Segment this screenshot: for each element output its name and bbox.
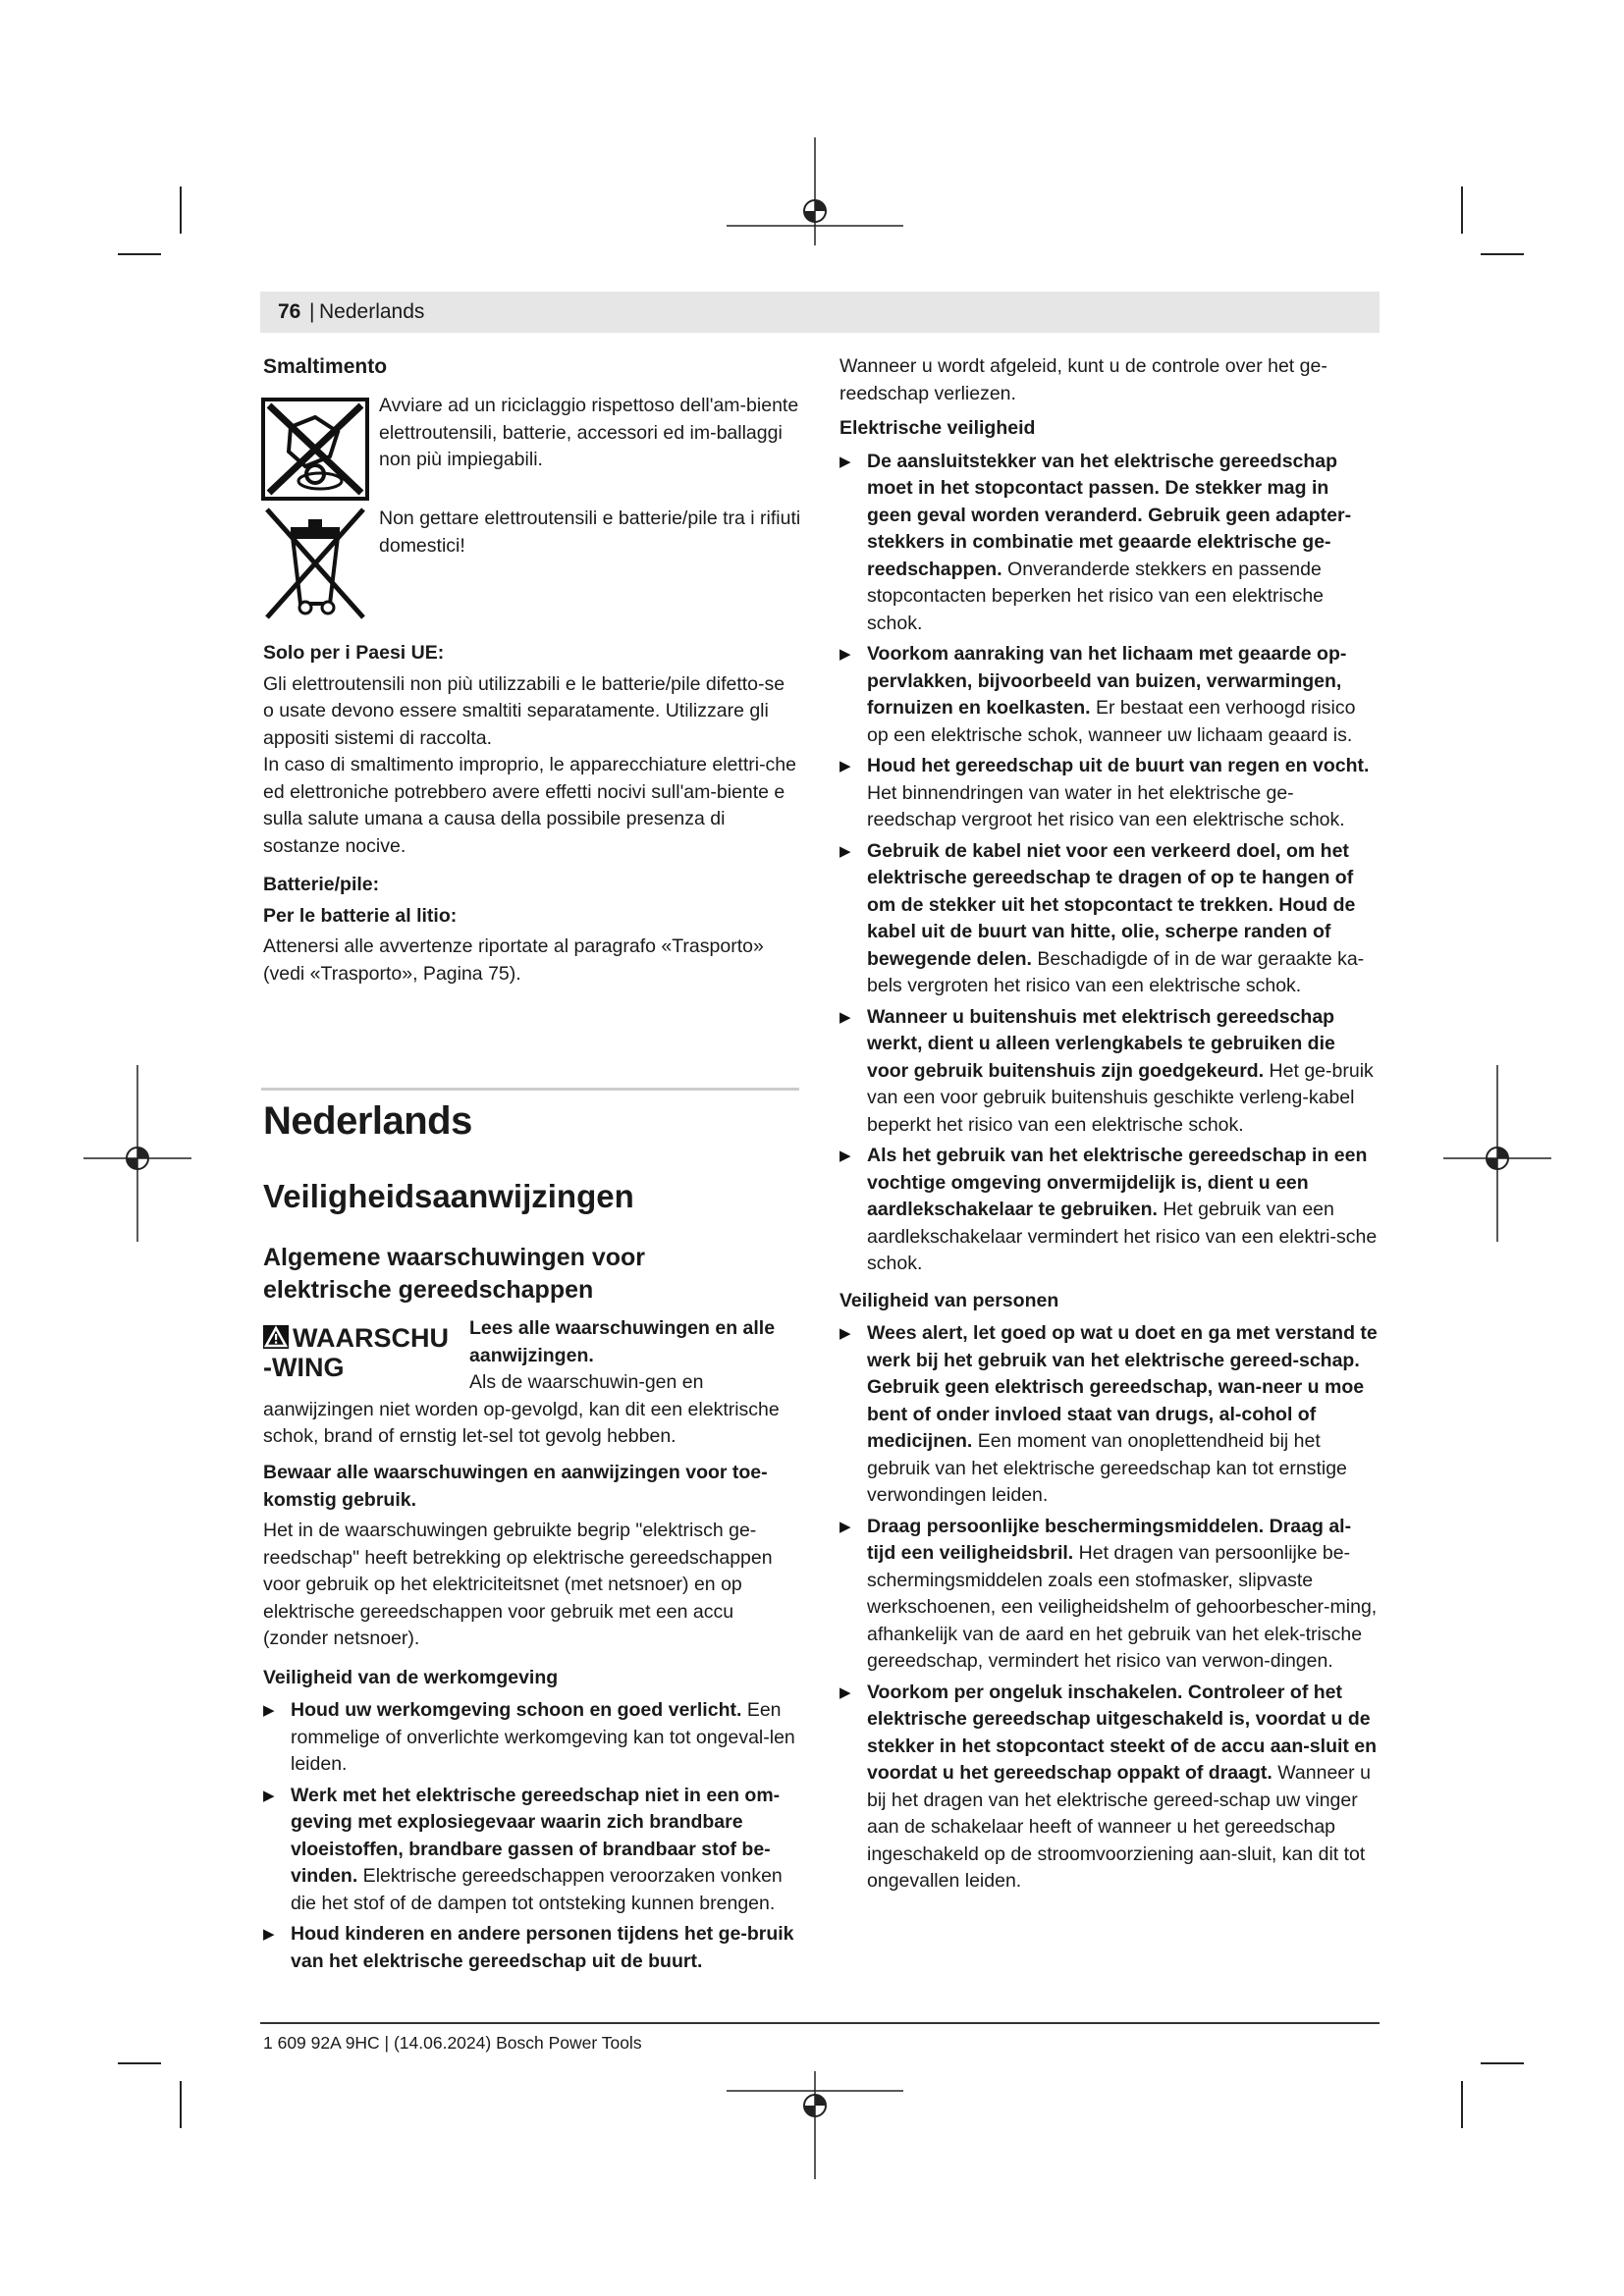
crop-mark — [1461, 187, 1463, 234]
list-item: ▶ Als het gebruik van het elektrische gereedschap in een vochtige omgeving onvermijdelijk is, dient u een aardlekschakelaar te gebruiken. Het gebruik van een aardlekschakelaar vermindert het risico van een elektri-sche schok. — [839, 1143, 1378, 1278]
warning-bold: Lees alle waarschuwingen en alle aanwijzingen. — [469, 1317, 776, 1366]
disposal-title: Smaltimento — [263, 355, 388, 378]
crop-mark — [118, 2062, 161, 2064]
disposal-text-2: Non gettare elettroutensili e batterie/pile tra i rifiuti domestici! — [379, 507, 801, 557]
right-column — [839, 353, 1378, 1899]
keep-warnings-text: Bewaar alle waarschuwingen en aanwijzingen voor toe-komstig gebruik. — [263, 1462, 768, 1511]
section-rule — [261, 1088, 799, 1091]
list-item: ▶ Wees alert, let goed op wat u doet en ga met verstand te werk bij het gebruik van het elektrische gereed-schap. Gebruik geen elektrisch gereedschap, wan-neer u moe bent of onder invloed staat van drugs, al-cohol of medicijnen. Een moment van onoplettendheid bij het gebruik van het elektrische gereedschap kan tot ernstige verwondingen leiden. — [839, 1320, 1378, 1510]
general-warnings-heading: Algemene waarschuwingen voor elektrische gereedschappen — [263, 1244, 645, 1304]
workplace-title: Veiligheid van de werkomgeving — [263, 1666, 559, 1688]
list-item: ▶ Wanneer u buitenshuis met elektrisch gereedschap werkt, dient u alleen verlengkabels te gebruiken die voor gebruik buitenshuis zijn goedgekeurd. Het ge-bruik van een voor gebruik buitenshuis geschikte verleng-kabel beperkt het risico van een elektrische schok. — [839, 1004, 1378, 1140]
left-column-disposal — [263, 353, 798, 389]
language-heading: Nederlands — [263, 1099, 472, 1143]
left-column-body — [263, 1460, 798, 1979]
crop-mark — [180, 2081, 182, 2128]
left-column-eu — [263, 640, 798, 988]
eu-text-1: Gli elettroutensili non più utilizzabili e le batterie/pile difetto-se o usate devono essere smaltiti separatamente. Utilizzare gli appositi sistemi di raccolta. — [263, 672, 785, 749]
list-item: ▶ Houd kinderen en andere personen tijdens het ge-bruik van het elektrische gereedschap uit de buurt. — [263, 1921, 798, 1975]
personal-title: Veiligheid van personen — [839, 1289, 1059, 1311]
crop-mark — [1481, 253, 1524, 255]
battery-title: Batterie/pile: — [263, 874, 380, 895]
warning-intro — [469, 1315, 798, 1369]
registration-mark-right — [1443, 1065, 1551, 1242]
warning-text: Als de waarschuwin-gen en aanwijzingen niet worden op-gevolgd, kan dit een elektrische schok, brand of ernstig let-sel tot gevolg hebben. — [263, 1371, 780, 1447]
lithium-title: Per le batterie al litio: — [263, 904, 458, 927]
term-text: Het in de waarschuwingen gebruikte begrip "elektrisch ge-reedschap" heeft betrekking op elektrische gereedschappen voor gebruik op het elektriciteitsnet (met netsnoer) en op elektrische gereedschappen voor gebruik met een accu (zonder netsnoer). — [263, 1520, 773, 1649]
safety-heading: Veiligheidsaanwijzingen — [263, 1178, 634, 1214]
electrical-title: Elektrische veiligheid — [839, 417, 1036, 439]
list-item: ▶ Werk met het elektrische gereedschap niet in een om-geving met explosiegevaar waarin zich brandbare vloeistoffen, brandbare gassen of brandbaar stof be-vinden. Elektrische gereedschappen veroorzaken vonken die het stof of de dampen tot ontsteking kunnen brengen. — [263, 1783, 798, 1918]
list-item: ▶ Houd uw werkomgeving schoon en goed verlicht. Een rommelige of onverlichte werkomgeving kan tot ongeval-len leiden. — [263, 1697, 798, 1779]
footer-rule — [260, 2022, 1380, 2024]
registration-mark-top — [727, 137, 903, 245]
page-footer: 1 609 92A 9HC | (14.06.2024) Bosch Power Tools — [263, 2033, 642, 2053]
list-item: ▶ Voorkom aanraking van het lichaam met geaarde op-pervlakken, bijvoorbeeld van buizen, verwarmingen, fornuizen en koelkasten. Er bestaat een verhoogd risico op een elektrische schok, wanneer uw lichaam geaard is. — [839, 641, 1378, 749]
continued-text: Wanneer u wordt afgeleid, kunt u de controle over het ge-reedschap verliezen. — [839, 355, 1327, 404]
recycle-symbol-icon — [261, 398, 369, 501]
list-item: ▶ De aansluitstekker van het elektrische gereedschap moet in het stopcontact passen. De stekker mag in geen geval worden veranderd. Gebruik geen adapter-stekkers in combinatie met geaarde elektrische ge-reedschappen. Onveranderde stekkers en passende stopcontacten beperken het risico van een elektrische schok. — [839, 449, 1378, 638]
page-number: 76 — [278, 300, 301, 323]
eu-title: Solo per i Paesi UE: — [263, 642, 445, 664]
lithium-text: Attenersi alle avvertenze riportate al paragrafo «Trasporto» (vedi «Trasporto», Pagina 75). — [263, 935, 764, 985]
warning-label-text: WAARSCHU-WING — [263, 1323, 449, 1382]
eu-text-2: In caso di smaltimento improprio, le apparecchiature elettri-che ed elettroniche potrebbero avere effetti nocivi sull'am-biente e sulla salute umana a causa della possibile presenza di sostanze nocive. — [263, 754, 797, 857]
list-item: ▶ Draag persoonlijke beschermingsmiddelen. Draag al-tijd een veiligheidsbril. Het dragen van persoonlijke be-schermingsmiddelen zoals een stofmasker, slipvaste werkschoenen, een veiligheidshelm of gehoorbescher-ming, afhankelijk van de aard en het gebruik van het elek-trische gereedschap, vermindert het risico van verwon-dingen. — [839, 1514, 1378, 1676]
crop-mark — [1461, 2081, 1463, 2128]
warning-triangle-icon — [263, 1325, 289, 1349]
list-item: ▶ Gebruik de kabel niet voor een verkeerd doel, om het elektrische gereedschap te dragen of op te hangen of om de stekker uit het stopcontact te trekken. Houd de kabel uit de buurt van hitte, olie, scherpe randen of bewegende delen. Beschadigde of in de war geraakte ka-bels vergroten het risico van een elektrische schok. — [839, 838, 1378, 1000]
registration-mark-bottom — [727, 2071, 903, 2179]
list-item: ▶ Houd het gereedschap uit de buurt van regen en vocht. Het binnendringen van water in het elektrische ge-reedschap vergroot het risico van een elektrische schok. — [839, 753, 1378, 834]
disposal-text-1: Avviare ad un riciclaggio rispettoso dell'am-biente elettroutensili, batterie, accessori ed im-ballaggi non più impiegabili. — [379, 395, 799, 470]
registration-mark-left — [83, 1065, 191, 1242]
crop-mark — [1481, 2062, 1524, 2064]
header-section: Nederlands — [319, 300, 425, 323]
header-separator: | — [309, 300, 315, 323]
crop-mark — [118, 253, 161, 255]
page-header — [260, 292, 1380, 333]
crossed-bin-icon — [261, 506, 369, 621]
crop-mark — [180, 187, 182, 234]
list-item: ▶ Voorkom per ongeluk inschakelen. Controleer of het elektrische gereedschap uitgeschakeld is, voordat u de stekker in het stopcontact steekt of de accu aan-sluit en voordat u het gereedschap oppakt of draagt. Wanneer u bij het dragen van het elektrische gereed-schap uw vinger aan de schakelaar heeft of wanneer u het gereedschap ingeschakeld op de stroomvoorziening aan-sluit, kan dit tot ongevallen leiden. — [839, 1680, 1378, 1896]
